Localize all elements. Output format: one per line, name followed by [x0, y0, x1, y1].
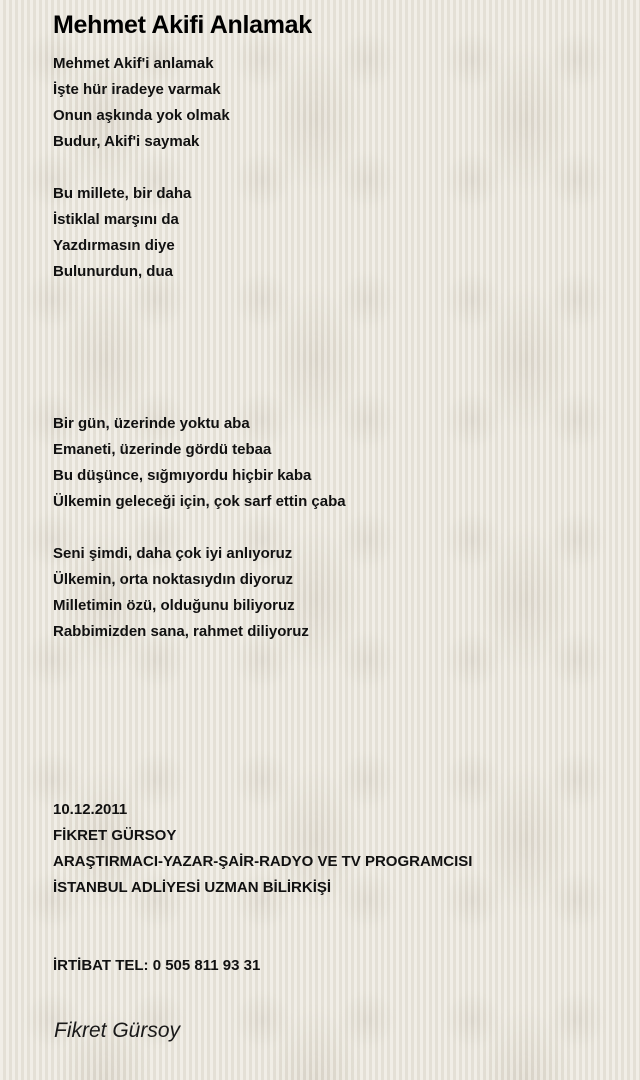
poem-line: Bu millete, bir daha — [53, 185, 192, 202]
poem-line: İstiklal marşını da — [53, 211, 179, 228]
poem-date: 10.12.2011 — [53, 801, 128, 818]
poem-line: Milletimin özü, olduğunu biliyoruz — [53, 597, 295, 614]
poem-line: Bu düşünce, sığmıyordu hiçbir kaba — [53, 467, 312, 484]
poem-line: Seni şimdi, daha çok iyi anlıyoruz — [53, 545, 293, 562]
poem-line: Rabbimizden sana, rahmet diliyoruz — [53, 623, 309, 640]
poem-line: Onun aşkında yok olmak — [53, 107, 230, 124]
poem-line: Ülkemin, orta noktasıydın diyoruz — [53, 571, 294, 588]
author-profession: ARAŞTIRMACI-YAZAR-ŞAİR-RADYO VE TV PROGRAMCISI — [53, 853, 473, 870]
poem-line: Emaneti, üzerinde gördü tebaa — [53, 441, 272, 458]
author-signature: Fikret Gürsoy — [54, 1019, 181, 1042]
poem-line: Yazdırmasın diye — [53, 237, 175, 254]
author-expert-title: İSTANBUL ADLİYESİ UZMAN BİLİRKİŞİ — [53, 879, 332, 896]
poem-line: Bir gün, üzerinde yoktu aba — [53, 415, 250, 432]
poem-line: Ülkemin geleceği için, çok sarf ettin çaba — [53, 493, 346, 510]
poem-line: İşte hür iradeye varmak — [53, 81, 221, 98]
poem-line: Bulunurdun, dua — [53, 263, 173, 280]
author-name: FİKRET GÜRSOY — [53, 827, 177, 844]
poem-line: Budur, Akif'i saymak — [53, 133, 200, 150]
poem-line: Mehmet Akif'i anlamak — [53, 55, 214, 72]
poem-title: Mehmet Akifi Anlamak — [53, 11, 312, 39]
contact-phone: İRTİBAT TEL: 0 505 811 93 31 — [53, 957, 261, 974]
